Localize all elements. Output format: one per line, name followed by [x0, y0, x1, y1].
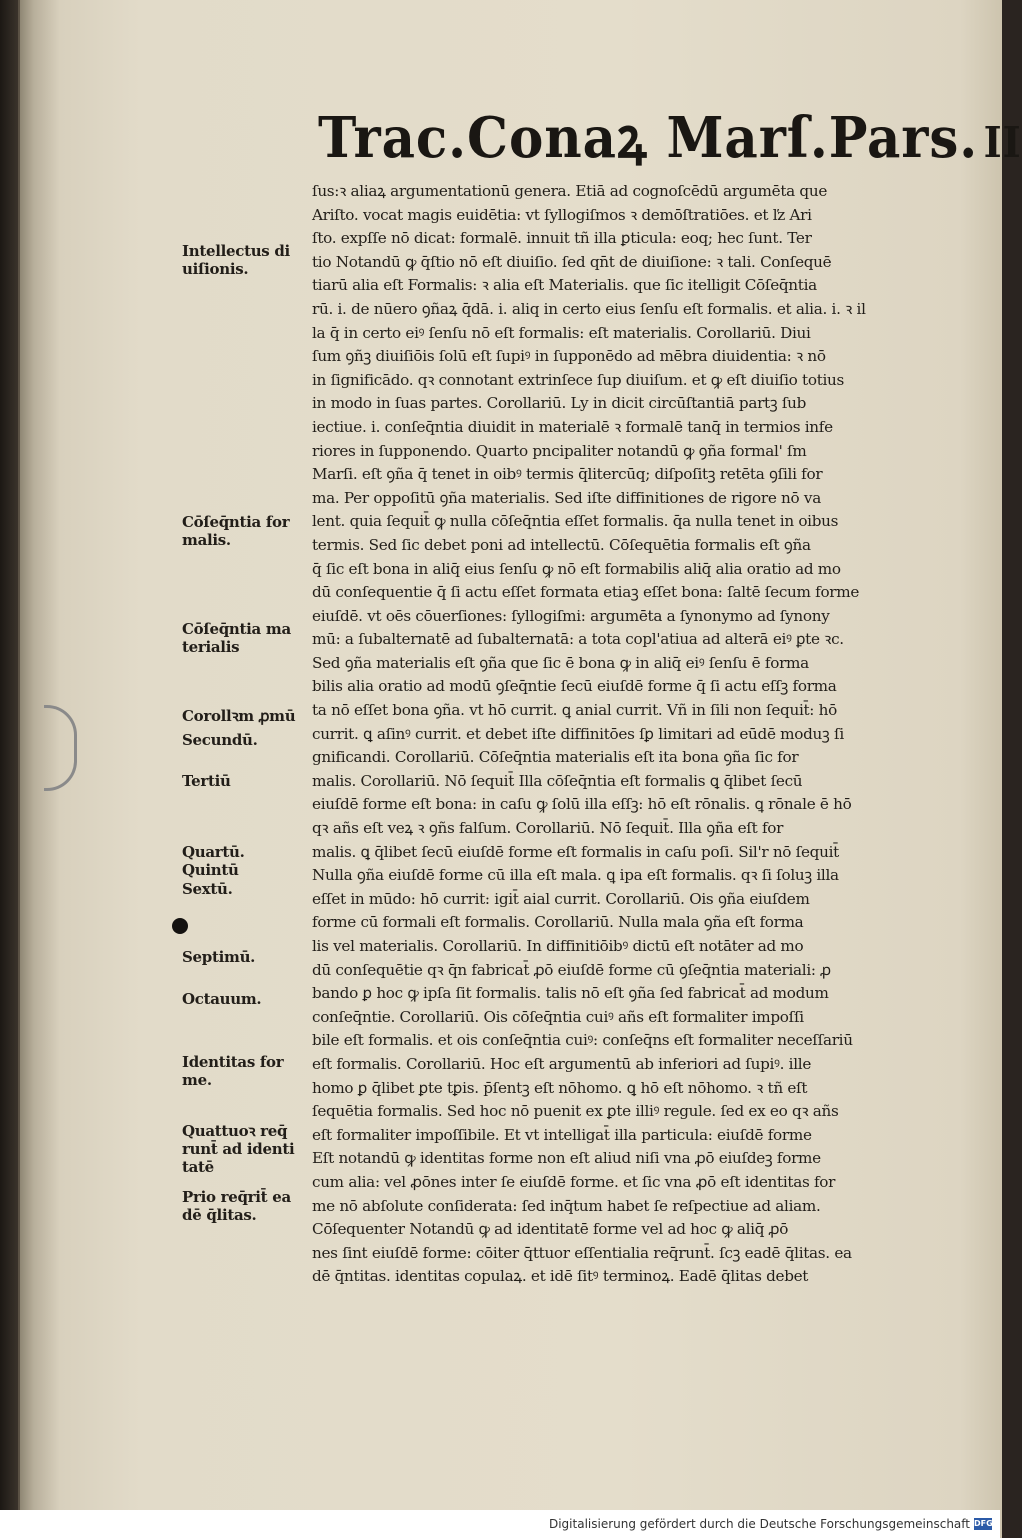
text-line: bile eſt formalis. et ois conſeq̄ntia cuiꝰ: conſeq̄ns eſt formaliter neceſſariū [312, 1031, 853, 1050]
text-line: dū conſequentie q̄ ſi actu eſſet formata etiaꝫ eſſet bona: ſaltē ſecum forme [312, 583, 860, 602]
margin-note-quattuor: Quattuoꝛ req̄ runt̄ ad identi tatē [182, 1122, 295, 1176]
margin-note-quintum: Quintū [182, 861, 239, 879]
text-line: eiuſdē. vt oēs cōuerſiones: ſyllogiſmi: argumēta a ſynonymo ad ſynony [312, 606, 830, 625]
text-line: tio Notandū ꝙ q̄ſtio nō eſt diuiſio. ſed qn̄t de diuiſione: ꝛ tali. Conſequē [312, 252, 832, 271]
margin-note-intellectus: Intellectus di uiſionis. [182, 242, 290, 278]
text-line: ſto. expſſe nō dicat: formalē. innuit tñ illa ꝑticula: eoq; hec ſunt. Ter [312, 229, 812, 248]
text-line: gnificandi. Corollariū. Cōſeq̄ntia materialis eſt ita bona ꝯña ſic for [312, 748, 799, 767]
margin-note-conseq-materialis: Cōſeq̄ntia ma terialis [182, 620, 291, 656]
text-line: Ariſto. vocat magis euidētia: vt ſyllogiſmos ꝛ demōſtratiōes. et ľz Ari [312, 205, 812, 224]
text-line: eſſet in mūdo: hō currit: igit̄ aial currit. Corollariū. Ois ꝯña eiuſdem [312, 889, 810, 908]
footer-text: Digitalisierung gefördert durch die Deutsche Forschungsgemeinschaft [548, 1517, 970, 1531]
header-pars-number: II [983, 118, 1022, 167]
text-line: riores in ſupponendo. Quarto pncipaliter notandū ꝙ ꝯña formal' ſm [312, 441, 807, 460]
text-line: me nō abſolute conſiderata: ſed inq̄tum habet ſe reſpectiue ad aliam. [312, 1196, 821, 1215]
text-line: Cōſequenter Notandū ꝙ ad identitatē forme vel ad hoc ꝙ aliq̄ ꝓō [312, 1220, 789, 1239]
text-line: mū: a ſubalternatē ad ſubalternatā: a tota copl'atiua ad alterā eiꝰ ꝑte ꝛc. [312, 630, 844, 649]
margin-note-secundum: Secundū. [182, 731, 258, 749]
text-line: Marſi. eſt ꝯña q̄ tenet in oibꝰ termis q̄litercūq; diſpoſitꝫ retēta ꝯſili for [312, 465, 823, 484]
margin-note-prio: Prio req̄rit̄ ea dē q̄litas. [182, 1188, 291, 1224]
text-line: malis. ꝗ q̄libet ſecū eiuſdē forme eſt formalis in caſu poſi. Sil'r nō ſequit̄ [312, 842, 839, 861]
text-line: termis. Sed ſic debet poni ad intellectū. Cōſequētia formalis eſt ꝯña [312, 535, 811, 554]
text-line: malis. Corollariū. Nō ſequit̄ Illa cōſeq̄ntia eſt formalis ꝗ q̄libet ſecū [312, 771, 803, 790]
text-line: conſeq̄ntie. Corollariū. Ois cōſeq̄ntia cuiꝰ añs eſt formaliter impoſſi [312, 1007, 804, 1026]
margin-note-octauum: Octauum. [182, 990, 262, 1008]
text-line: iectiue. i. conſeq̄ntia diuidit in materialē ꝛ formalē tanq̄ in termios infe [312, 417, 833, 436]
margin-note-corollarium-primum: Corollꝛm ꝓmū [182, 707, 296, 725]
text-line: forme cū formali eſt formalis. Corollariū. Nulla mala ꝯña eſt forma [312, 913, 804, 932]
text-line: in modo in ſuas partes. Corollariū. Ly in dicit circūſtantiā partꝫ ſub [312, 394, 807, 413]
text-line: Sed ꝯña materialis eſt ꝯña que ſic ē bona ꝙ in aliq̄ eiꝰ ſenſu ē forma [312, 653, 809, 672]
margin-note-tertium: Tertiū [182, 772, 231, 790]
text-line: ſum ꝯñꝫ diuiſiōis ſolū eſt ſupiꝰ in ſupponēdo ad mēbra diuidentia: ꝛ nō [312, 347, 826, 366]
text-line: ta nō eſſet bona ꝯña. vt hō currit. ꝗ anial currit. Vñ in ſili non ſequit̄: hō [312, 701, 837, 720]
text-line: bilis alia oratio ad modū ꝯſeq̄ntie ſecū eiuſdē forme q̄ ſi actu eſſꝫ forma [312, 677, 837, 696]
text-line: ſequētia formalis. Sed hoc nō puenit ex ꝑte illiꝰ regule. ſed ex eo qꝛ añs [312, 1102, 839, 1121]
text-line: lis vel materialis. Corollariū. In diffinitiōibꝰ dictū eſt notāter ad mo [312, 937, 804, 955]
main-text-column [312, 180, 938, 1289]
text-line: qꝛ añs eſt veꝝ ꝛ ꝯñs falſum. Corollariū. Nō ſequit̄. Illa ꝯña eſt for [312, 819, 784, 838]
dfg-logo-icon: DFG [974, 1519, 993, 1528]
text-line: eſt formalis. Corollariū. Hoc eſt argumentū ab inferiori ad ſupiꝰ. ille [312, 1054, 812, 1073]
margin-note-conseq-formalis: Cōſeq̄ntia for malis. [182, 513, 290, 549]
text-line: currit. ꝗ aſinꝰ currit. et debet iſte diffinitōes ſꝑ limitari ad eūdē moduꝫ ſi [312, 724, 844, 743]
text-line: Nulla ꝯña eiuſdē forme cū illa eſt mala. ꝗ ipa eſt formalis. qꝛ ſi ſoluꝫ illa [312, 866, 839, 885]
book-gutter-shadow [0, 0, 18, 1538]
text-line: cum alia: vel ꝓōnes inter ſe eiuſdē forme. et ſic vna ꝓō eſt identitas for [312, 1172, 836, 1191]
text-line: dū conſequētie qꝛ q̄n fabricat̄ ꝓō eiuſdē forme cū ꝯſeq̄ntia materiali: ꝓ [312, 960, 831, 979]
text-line: ſus:ꝛ aliaꝝ argumentationū genera. Etiā ad cognoſcēdū argumēta que [312, 182, 828, 200]
text-line: in ſignificādo. qꝛ connotant extrinſece ſup diuiſum. et ꝙ eſt diuiſio totius [312, 370, 845, 389]
text-line: rū. i. de nūero ꝯñaꝝ q̄dā. i. aliq in certo eius ſenſu eſt formalis. et alia. i. ꝛ il [312, 299, 866, 318]
text-line: nes ſint eiuſdē forme: cōiter q̄ttuor eſſentialia req̄runt̄. ſcꝫ eadē q̄litas. ea [312, 1243, 852, 1262]
digitization-footer [0, 1510, 1000, 1538]
margin-note-quartum: Quartū. [182, 843, 245, 861]
text-line: q̄ ſic eſt bona in aliq̄ eius ſenſu ꝙ nō eſt formabilis aliq̄ alia oratio ad mo [312, 559, 841, 578]
text-line: tiarū alia eſt Formalis: ꝛ alia eſt Materialis. que ſic itelligit Cōſeq̄ntia [312, 276, 817, 295]
text-line: homo ꝑ q̄libet ꝑte tꝑis. p̄ſentꝫ eſt nōhomo. ꝗ hō eſt nōhomo. ꝛ tñ eſt [312, 1078, 808, 1097]
text-line: ma. Per oppoſitū ꝯña materialis. Sed iſte diffinitiones de rigore nō va [312, 488, 821, 507]
page-clip [44, 705, 77, 791]
margin-note-identitas: Identitas for me. [182, 1053, 284, 1089]
text-line: eſt formaliter impoſſibile. Et vt intelligat̄ illa particula: eiuſdē forme [312, 1125, 812, 1144]
margin-note-sextum: Sextū. [182, 880, 233, 898]
text-line: bando ꝑ hoc ꝙ ipſa ſit formalis. talis nō eſt ꝯña ſed fabricat̄ ad modum [312, 984, 829, 1003]
margin-note-septimum: Septimū. [182, 948, 256, 966]
text-line: Eſt notandū ꝙ identitas forme non eſt aliud niſi vna ꝓō eiuſdeꝫ forme [312, 1149, 821, 1168]
header-title: Trac.Conaꝝ Marſ.Pars. [318, 105, 979, 171]
text-line: dē q̄ntitas. identitas copulaꝝ. et idē ſitꝰ terminoꝝ. Eadē q̄litas debet [312, 1267, 809, 1286]
text-line: lent. quia ſequit̄ ꝙ nulla cōſeq̄ntia eſſet formalis. q̄a nulla tenet in oibus [312, 512, 839, 531]
text-line: eiuſdē forme eſt bona: in caſu ꝙ ſolū illa eſſꝫ: hō eſt rōnalis. ꝗ rōnale ē hō [312, 795, 852, 814]
text-line: la q̄ in certo eiꝰ ſenſu nō eſt formalis: eſt materialis. Corollariū. Diui [312, 323, 811, 342]
running-header [318, 98, 1022, 178]
margin-bullet [172, 918, 188, 934]
